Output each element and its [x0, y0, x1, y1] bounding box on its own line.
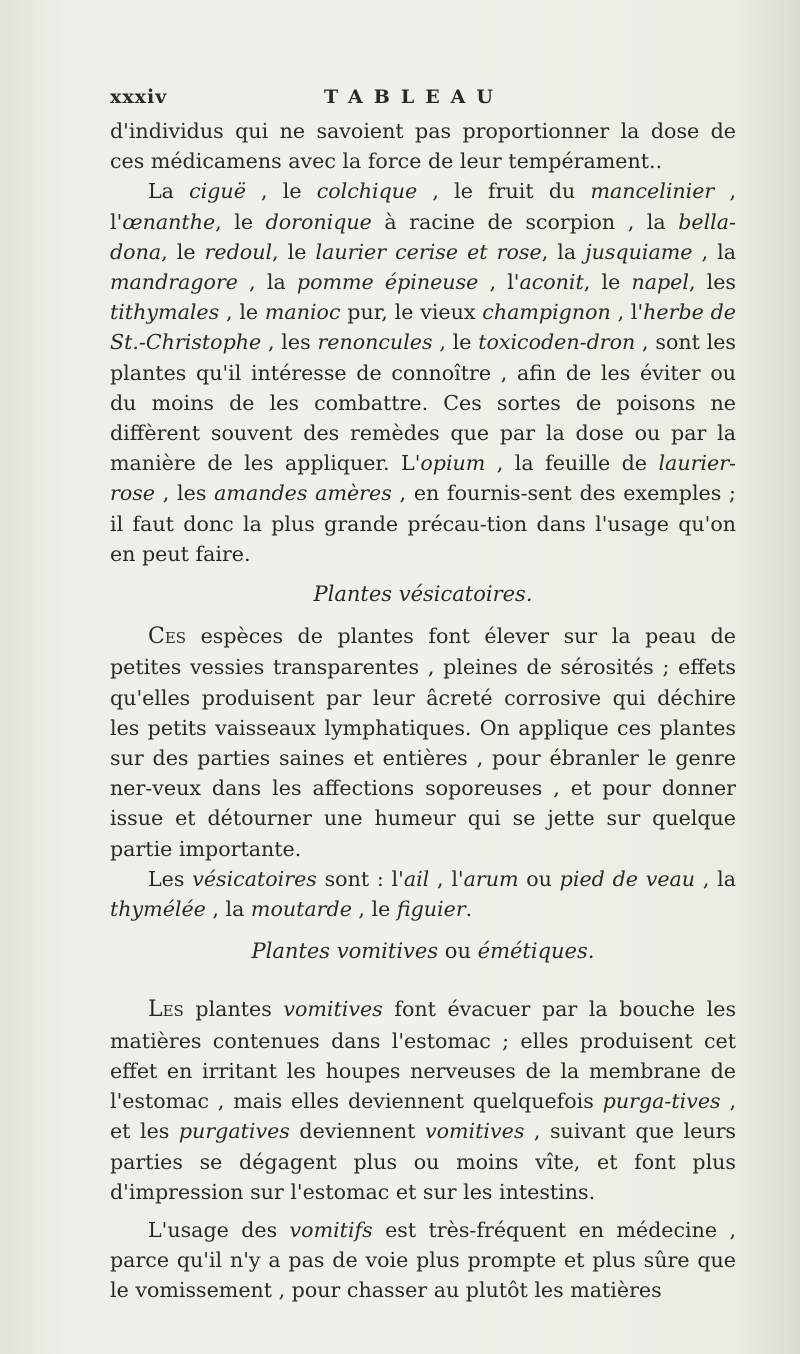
paragraph-continuation: d'individus qui ne savoient pas proportionner la dose de ces médicamens avec la force de leur tempérament.. [110, 119, 736, 174]
page-text [110, 82, 736, 1306]
paragraph-vomitives: Les plantes vomitives font évacuer par la bouche les matières contenues dans l'estomac ; elles produisent cet effet en irritant les houpes nerveuses de la membrane de l'estomac , mais elles deviennent quelquefois purga-tives , et les purgatives deviennent vomitives , suivant que leurs parties se dégagent plus ou moins vîte, et font plus d'impression sur l'estomac et sur les intestins. [110, 997, 737, 1204]
page-number: xxxiv [110, 86, 168, 108]
running-title: TABLEAU [323, 86, 504, 108]
section-heading-vesicatoires: Plantes vésicatoires. [313, 582, 533, 607]
paragraph-vomitifs-usage: L'usage des vomitifs est très-fréquent en médecine , parce qu'il n'y a pas de voie plus prompte et plus sûre que le vomissement , pour chasser au plutôt les matières [110, 1217, 736, 1303]
section-heading-vomitives: Plantes vomitives ou émétiques. [251, 939, 595, 964]
page-header [110, 82, 736, 116]
paragraph-vesicatoires-list: Les vésicatoires sont : l'ail , l'arum ou pied de veau , la thymélée , la moutarde , le figuier. [110, 866, 736, 922]
paragraph-vesicatoires: Ces espèces de plantes font élever sur la peau de petites vessies transparentes , pleines de sérosités ; effets qu'elles produisent par leur âcreté corrosive qui déchire les petits vaisseaux lymphatiques. On applique ces plantes sur des parties saines et entières , pour ébranler le genre ner-veux dans les affections soporeuses , et pour donner issue et détourner une humeur qui se jette sur quelque partie importante. [110, 624, 736, 861]
paragraph-poisonous-plants: La ciguë , le colchique , le fruit du mancelinier , l'œnanthe, le doronique à racine de scorpion , la bella-dona, le redoul, le laurier cerise et rose, la jusquiame , la mandragore , la pomme épineuse , l'aconit, le napel, les tithymales , le manioc pur, le vieux champignon , l'herbe de St.-Christophe , les renoncules , le toxicoden-dron , sont les plantes qu'il intéresse de connoître , afin de les éviter ou du moins de les combattre. Ces sortes de poisons ne diffèrent souvent des remèdes que par la dose ou par la manière de les appliquer. L'opium , la feuille de laurier-rose , les amandes amères , en fournis-sent des exemples ; il faut donc la plus grande précau-tion dans l'usage qu'on en peut faire. [110, 179, 737, 566]
